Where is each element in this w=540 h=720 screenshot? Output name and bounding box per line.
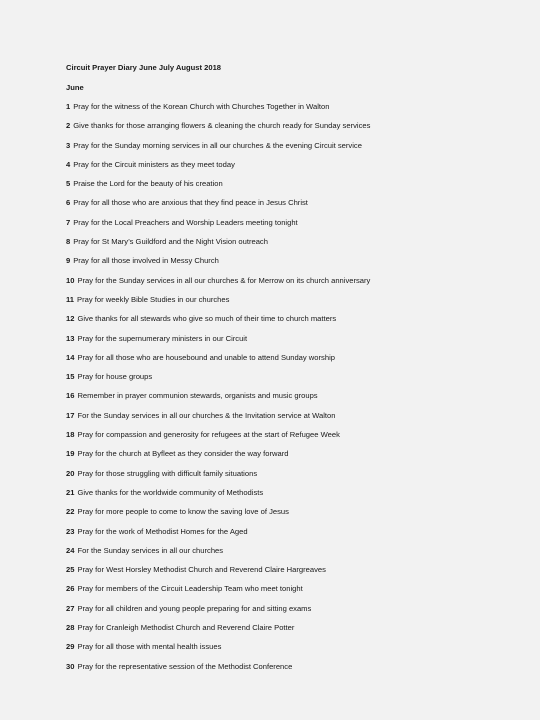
entry-day-number: 7: [66, 217, 71, 227]
prayer-entry: [66, 140, 516, 152]
entry-day-number: 18: [66, 430, 75, 440]
entry-text: Remember in prayer communion stewards, organists and music groups: [77, 391, 318, 401]
entry-text: Pray for West Horsley Methodist Church and Reverend Claire Hargreaves: [77, 565, 326, 575]
prayer-entry: [66, 583, 516, 595]
entry-text: Pray for the supernumerary ministers in our Circuit: [77, 333, 248, 343]
prayer-entry: [66, 487, 516, 499]
entry-text: Pray for all those who are housebound and unable to attend Sunday worship: [77, 352, 335, 362]
entry-text: Give thanks for all stewards who give so much of their time to church matters: [77, 314, 337, 324]
entry-day-number: 4: [66, 159, 71, 169]
entry-day-number: 30: [66, 661, 75, 671]
entry-day-number: 11: [66, 294, 75, 304]
entry-day-number: 29: [66, 642, 75, 652]
prayer-entry: [66, 526, 516, 538]
prayer-entry: [66, 661, 516, 673]
entry-text: Pray for house groups: [77, 372, 153, 382]
entry-day-number: 2: [66, 121, 71, 131]
entry-text: Give thanks for those arranging flowers & cleaning the church ready for Sunday services: [73, 121, 371, 131]
prayer-entry: [66, 468, 516, 480]
prayer-entry: [66, 371, 516, 383]
entry-day-number: 25: [66, 565, 75, 575]
entry-day-number: 14: [66, 352, 75, 362]
entry-text: Pray for the Sunday services in all our churches & for Merrow on its church anniversary: [77, 275, 371, 285]
prayer-entry: [66, 313, 516, 325]
entry-text: Pray for compassion and generosity for refugees at the start of Refugee Week: [77, 430, 340, 440]
entry-text: For the Sunday services in all our churches: [77, 545, 224, 555]
entry-day-number: 1: [66, 102, 71, 111]
entry-text: Pray for the work of Methodist Homes for the Aged: [77, 526, 248, 536]
entry-text: Pray for all those who are anxious that they find peace in Jesus Christ: [73, 198, 308, 208]
entry-text: Give thanks for the worldwide community of Methodists: [77, 487, 264, 497]
entry-day-number: 24: [66, 545, 75, 555]
entry-text: Pray for Cranleigh Methodist Church and Reverend Claire Potter: [77, 623, 295, 633]
entry-text: Pray for the Circuit ministers as they meet today: [73, 159, 235, 169]
entry-text: For the Sunday services in all our churches & the Invitation service at Walton: [77, 410, 336, 420]
entry-day-number: 17: [66, 410, 75, 420]
entry-day-number: 28: [66, 623, 75, 633]
prayer-entry: [66, 603, 516, 615]
entry-text: Pray for St Mary’s Guildford and the Night Vision outreach: [73, 237, 268, 247]
prayer-entry: [66, 333, 516, 345]
entry-text: Praise the Lord for the beauty of his creation: [73, 179, 223, 189]
prayer-entry: [66, 217, 516, 229]
entry-day-number: 10: [66, 275, 75, 285]
prayer-entry: [66, 622, 516, 634]
prayer-entry: [66, 255, 516, 267]
entry-text: Pray for weekly Bible Studies in our churches: [77, 294, 230, 304]
prayer-entries-list: [66, 101, 516, 673]
prayer-entry: [66, 178, 516, 190]
entry-day-number: 19: [66, 449, 75, 459]
entry-text: Pray for the witness of the Korean Church with Churches Together in Walton: [73, 102, 330, 111]
entry-day-number: 9: [66, 256, 71, 266]
entry-text: Pray for those struggling with difficult family situations: [77, 468, 258, 478]
entry-day-number: 3: [66, 140, 71, 150]
entry-text: Pray for more people to come to know the saving love of Jesus: [77, 507, 289, 517]
prayer-entry: [66, 159, 516, 171]
prayer-entry: [66, 410, 516, 422]
entry-text: Pray for all those involved in Messy Church: [73, 256, 219, 266]
entry-day-number: 22: [66, 507, 75, 517]
entry-text: Pray for the Sunday morning services in all our churches & the evening Circuit service: [73, 140, 362, 150]
entry-day-number: 27: [66, 603, 75, 613]
prayer-entry: [66, 545, 516, 557]
entry-day-number: 13: [66, 333, 75, 343]
entry-day-number: 8: [66, 237, 71, 247]
prayer-entry: [66, 448, 516, 460]
entry-day-number: 15: [66, 372, 75, 382]
prayer-entry: [66, 506, 516, 518]
prayer-entry: [66, 101, 516, 113]
prayer-entry: [66, 390, 516, 402]
prayer-entry: [66, 352, 516, 364]
entry-text: Pray for all children and young people preparing for and sitting exams: [77, 603, 312, 613]
prayer-entry: [66, 197, 516, 209]
prayer-entry: [66, 236, 516, 248]
entry-day-number: 5: [66, 179, 71, 189]
entry-text: Pray for members of the Circuit Leadership Team who meet tonight: [77, 584, 303, 594]
prayer-entry: [66, 429, 516, 441]
prayer-entry: [66, 294, 516, 306]
entry-day-number: 12: [66, 314, 75, 324]
prayer-entry: [66, 275, 516, 287]
entry-text: Pray for the Local Preachers and Worship Leaders meeting tonight: [73, 217, 298, 227]
prayer-entry: [66, 641, 516, 653]
entry-text: Pray for all those with mental health issues: [77, 642, 222, 652]
document-title: Circuit Prayer Diary June July August 2018: [66, 63, 222, 72]
entry-day-number: 21: [66, 487, 75, 497]
entry-day-number: 16: [66, 391, 75, 401]
entry-text: Pray for the church at Byfleet as they consider the way forward: [77, 449, 289, 459]
entry-day-number: 23: [66, 526, 75, 536]
month-heading: June: [66, 82, 84, 92]
entry-day-number: 20: [66, 468, 75, 478]
prayer-entry: [66, 564, 516, 576]
document-content: [66, 62, 516, 680]
entry-day-number: 6: [66, 198, 71, 208]
entry-text: Pray for the representative session of the Methodist Conference: [77, 661, 293, 671]
entry-day-number: 26: [66, 584, 75, 594]
prayer-entry: [66, 120, 516, 132]
